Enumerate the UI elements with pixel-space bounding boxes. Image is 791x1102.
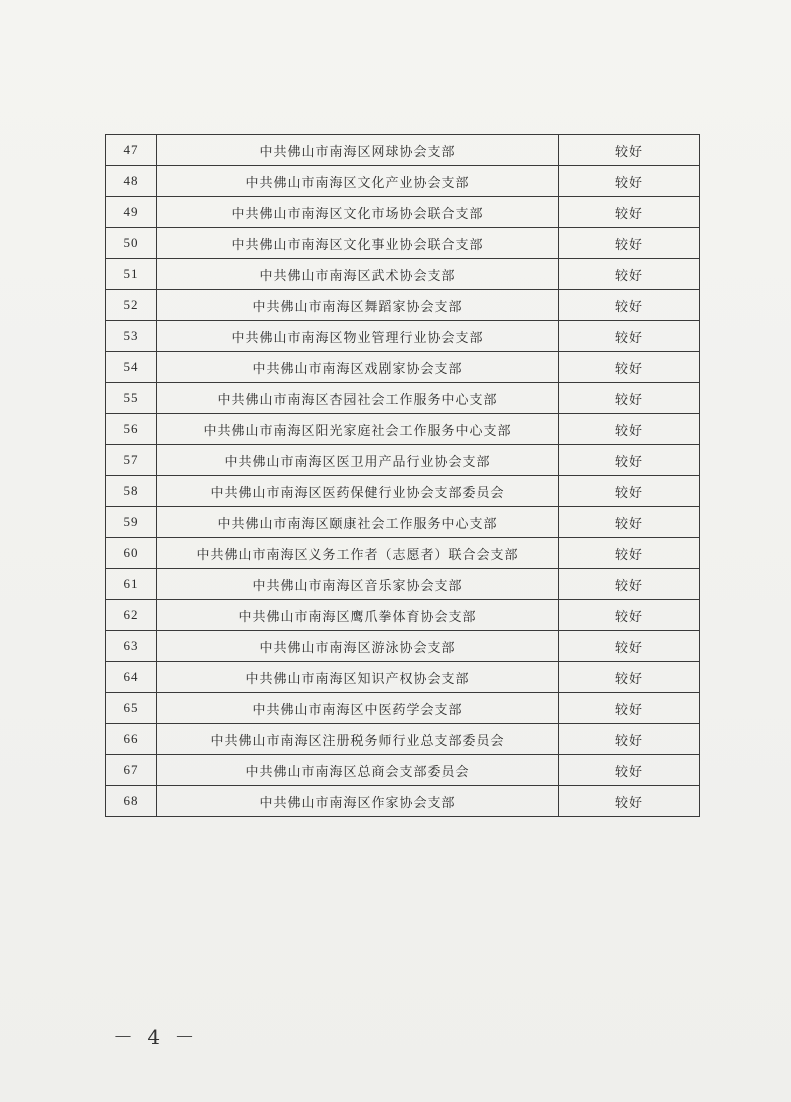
rating-value: 较好 bbox=[559, 197, 700, 228]
row-number: 56 bbox=[106, 414, 157, 445]
row-number: 51 bbox=[106, 259, 157, 290]
table-row bbox=[106, 445, 700, 476]
table-row bbox=[106, 569, 700, 600]
table-row bbox=[106, 476, 700, 507]
row-number: 50 bbox=[106, 228, 157, 259]
row-number: 59 bbox=[106, 507, 157, 538]
table-row bbox=[106, 755, 700, 786]
row-number: 66 bbox=[106, 724, 157, 755]
row-number: 49 bbox=[106, 197, 157, 228]
rating-value: 较好 bbox=[559, 755, 700, 786]
organization-name: 中共佛山市南海区知识产权协会支部 bbox=[157, 662, 559, 693]
rating-value: 较好 bbox=[559, 290, 700, 321]
table-row bbox=[106, 197, 700, 228]
organization-name: 中共佛山市南海区文化市场协会联合支部 bbox=[157, 197, 559, 228]
table-row bbox=[106, 135, 700, 166]
rating-value: 较好 bbox=[559, 383, 700, 414]
organization-name: 中共佛山市南海区杏园社会工作服务中心支部 bbox=[157, 383, 559, 414]
rating-value: 较好 bbox=[559, 321, 700, 352]
row-number: 52 bbox=[106, 290, 157, 321]
row-number: 61 bbox=[106, 569, 157, 600]
organization-name: 中共佛山市南海区物业管理行业协会支部 bbox=[157, 321, 559, 352]
rating-value: 较好 bbox=[559, 135, 700, 166]
organization-name: 中共佛山市南海区医药保健行业协会支部委员会 bbox=[157, 476, 559, 507]
table-row bbox=[106, 786, 700, 817]
table-row bbox=[106, 228, 700, 259]
organization-name: 中共佛山市南海区武术协会支部 bbox=[157, 259, 559, 290]
rating-value: 较好 bbox=[559, 631, 700, 662]
rating-value: 较好 bbox=[559, 538, 700, 569]
row-number: 55 bbox=[106, 383, 157, 414]
table-row bbox=[106, 507, 700, 538]
row-number: 67 bbox=[106, 755, 157, 786]
rating-value: 较好 bbox=[559, 476, 700, 507]
organization-name: 中共佛山市南海区文化事业协会联合支部 bbox=[157, 228, 559, 259]
rating-value: 较好 bbox=[559, 445, 700, 476]
row-number: 64 bbox=[106, 662, 157, 693]
organization-name: 中共佛山市南海区网球协会支部 bbox=[157, 135, 559, 166]
organization-name: 中共佛山市南海区鹰爪拳体育协会支部 bbox=[157, 600, 559, 631]
organization-name: 中共佛山市南海区音乐家协会支部 bbox=[157, 569, 559, 600]
table-row bbox=[106, 321, 700, 352]
row-number: 63 bbox=[106, 631, 157, 662]
table-body bbox=[106, 135, 700, 817]
table-row bbox=[106, 414, 700, 445]
table-row bbox=[106, 538, 700, 569]
table-row bbox=[106, 631, 700, 662]
rating-value: 较好 bbox=[559, 569, 700, 600]
row-number: 58 bbox=[106, 476, 157, 507]
organization-name: 中共佛山市南海区戏剧家协会支部 bbox=[157, 352, 559, 383]
organization-name: 中共佛山市南海区舞蹈家协会支部 bbox=[157, 290, 559, 321]
page-number: － 4 － bbox=[113, 1025, 199, 1049]
party-branch-rating-table bbox=[105, 134, 700, 817]
row-number: 68 bbox=[106, 786, 157, 817]
organization-name: 中共佛山市南海区医卫用产品行业协会支部 bbox=[157, 445, 559, 476]
organization-name: 中共佛山市南海区游泳协会支部 bbox=[157, 631, 559, 662]
organization-name: 中共佛山市南海区阳光家庭社会工作服务中心支部 bbox=[157, 414, 559, 445]
rating-value: 较好 bbox=[559, 724, 700, 755]
rating-value: 较好 bbox=[559, 693, 700, 724]
rating-value: 较好 bbox=[559, 166, 700, 197]
table-row bbox=[106, 600, 700, 631]
row-number: 54 bbox=[106, 352, 157, 383]
organization-name: 中共佛山市南海区文化产业协会支部 bbox=[157, 166, 559, 197]
table-row bbox=[106, 352, 700, 383]
row-number: 62 bbox=[106, 600, 157, 631]
organization-name: 中共佛山市南海区中医药学会支部 bbox=[157, 693, 559, 724]
row-number: 53 bbox=[106, 321, 157, 352]
rating-value: 较好 bbox=[559, 259, 700, 290]
rating-value: 较好 bbox=[559, 507, 700, 538]
table-row bbox=[106, 693, 700, 724]
organization-name: 中共佛山市南海区颐康社会工作服务中心支部 bbox=[157, 507, 559, 538]
table-row bbox=[106, 166, 700, 197]
rating-value: 较好 bbox=[559, 600, 700, 631]
rating-value: 较好 bbox=[559, 414, 700, 445]
row-number: 57 bbox=[106, 445, 157, 476]
table-row bbox=[106, 383, 700, 414]
rating-value: 较好 bbox=[559, 662, 700, 693]
rating-value: 较好 bbox=[559, 228, 700, 259]
row-number: 47 bbox=[106, 135, 157, 166]
organization-name: 中共佛山市南海区总商会支部委员会 bbox=[157, 755, 559, 786]
table-row bbox=[106, 662, 700, 693]
row-number: 60 bbox=[106, 538, 157, 569]
table-row bbox=[106, 290, 700, 321]
row-number: 48 bbox=[106, 166, 157, 197]
rating-value: 较好 bbox=[559, 786, 700, 817]
organization-name: 中共佛山市南海区义务工作者（志愿者）联合会支部 bbox=[157, 538, 559, 569]
row-number: 65 bbox=[106, 693, 157, 724]
table-row bbox=[106, 724, 700, 755]
rating-value: 较好 bbox=[559, 352, 700, 383]
organization-name: 中共佛山市南海区注册税务师行业总支部委员会 bbox=[157, 724, 559, 755]
table-row bbox=[106, 259, 700, 290]
organization-name: 中共佛山市南海区作家协会支部 bbox=[157, 786, 559, 817]
